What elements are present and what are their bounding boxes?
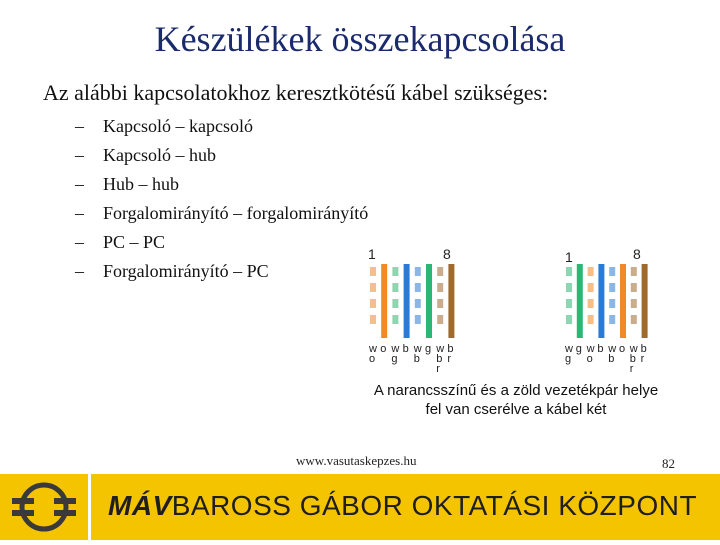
right-pin-end-label: 8	[633, 246, 641, 262]
wire-code-label: o	[619, 343, 626, 355]
wire-code-label: b	[597, 343, 604, 355]
wire-code-label: w g	[391, 343, 400, 365]
footer-logo-area	[0, 474, 91, 540]
wire-stripe-segment	[370, 299, 376, 308]
left-pin-end-label: 8	[443, 246, 451, 262]
list-item: – Kapcsoló – hub	[75, 145, 216, 165]
wire-stripe-segment	[437, 315, 443, 324]
wire-code-label: o	[380, 343, 387, 355]
wire-solid	[577, 264, 583, 338]
right-pin-start-label: 1	[565, 249, 573, 265]
wire-stripe-segment	[370, 267, 376, 276]
left-pin-start-label: 1	[368, 246, 376, 262]
wire-stripe-segment	[437, 299, 443, 308]
wire-code-label: g	[575, 343, 582, 355]
wire-stripe-segment	[392, 299, 398, 308]
wire-stripe-segment	[392, 283, 398, 292]
wire-stripe-segment	[588, 315, 594, 324]
wire-code-label: w b r	[629, 343, 638, 375]
wire-stripe-segment	[437, 283, 443, 292]
wire-stripe-segment	[588, 283, 594, 292]
footer-url: www.vasutaskepzes.hu	[296, 453, 417, 468]
wire-stripe-segment	[437, 267, 443, 276]
wire-stripe-segment	[631, 299, 637, 308]
list-item: – Forgalomirányító – PC	[75, 261, 269, 281]
list-item: – PC – PC	[75, 232, 166, 252]
wire-stripe-segment	[631, 267, 637, 276]
wire-stripe-segment	[588, 267, 594, 276]
wire-solid	[642, 264, 648, 338]
wire-solid	[448, 264, 454, 338]
wire-solid	[381, 264, 387, 338]
slide-title: Készülékek összekapcsolása	[154, 19, 566, 59]
wire-code-label: w g	[565, 343, 573, 365]
wire-stripe-segment	[415, 299, 421, 308]
slide-subtitle: Az alábbi kapcsolatokhoz keresztkötésű kábel szükséges:	[43, 80, 549, 105]
wire-stripe-segment	[566, 315, 572, 324]
wire-stripe-segment	[566, 299, 572, 308]
footer-title: MÁVBAROSS GÁBOR OKTATÁSI KÖZPONT	[108, 490, 698, 521]
wire-code-label: b r	[447, 343, 454, 365]
wire-solid	[426, 264, 432, 338]
wire-stripe-segment	[631, 315, 637, 324]
wire-code-label: g	[425, 343, 432, 355]
mav-logo-icon	[0, 474, 88, 540]
list-item: – Kapcsoló – kapcsoló	[75, 116, 253, 136]
wire-code-label: w o	[586, 343, 595, 365]
wire-stripe-segment	[609, 283, 615, 292]
wire-stripe-segment	[370, 315, 376, 324]
wire-code-label: w b	[413, 343, 422, 365]
wire-stripe-segment	[392, 267, 398, 276]
wire-code-label: w o	[369, 343, 377, 365]
list-item: – Hub – hub	[75, 174, 179, 194]
diagram-caption: A narancsszínű és a zöld vezetékpár helye fel van cserélve a kábel két	[373, 382, 659, 418]
wire-stripe-segment	[566, 283, 572, 292]
wire-solid	[404, 264, 410, 338]
wire-code-label: w b r	[436, 343, 445, 375]
wire-code-label: b	[402, 343, 409, 355]
wire-solid	[598, 264, 604, 338]
wire-stripe-segment	[370, 283, 376, 292]
page-number: 82	[662, 456, 675, 471]
wire-solid	[620, 264, 626, 338]
wire-stripe-segment	[415, 283, 421, 292]
wire-stripe-segment	[588, 299, 594, 308]
wire-stripe-segment	[566, 267, 572, 276]
list-item: – Forgalomirányító – forgalomirányító	[75, 203, 369, 223]
footer-bar	[0, 474, 720, 540]
wire-stripe-segment	[609, 299, 615, 308]
wire-code-label: w b	[608, 343, 617, 365]
right-connector-wires	[566, 264, 648, 338]
wire-stripe-segment	[609, 267, 615, 276]
wire-stripe-segment	[631, 283, 637, 292]
wire-code-label: b r	[640, 343, 647, 365]
left-connector-wires	[370, 264, 454, 338]
wire-stripe-segment	[415, 315, 421, 324]
wire-stripe-segment	[392, 315, 398, 324]
wire-stripe-segment	[415, 267, 421, 276]
wire-stripe-segment	[609, 315, 615, 324]
